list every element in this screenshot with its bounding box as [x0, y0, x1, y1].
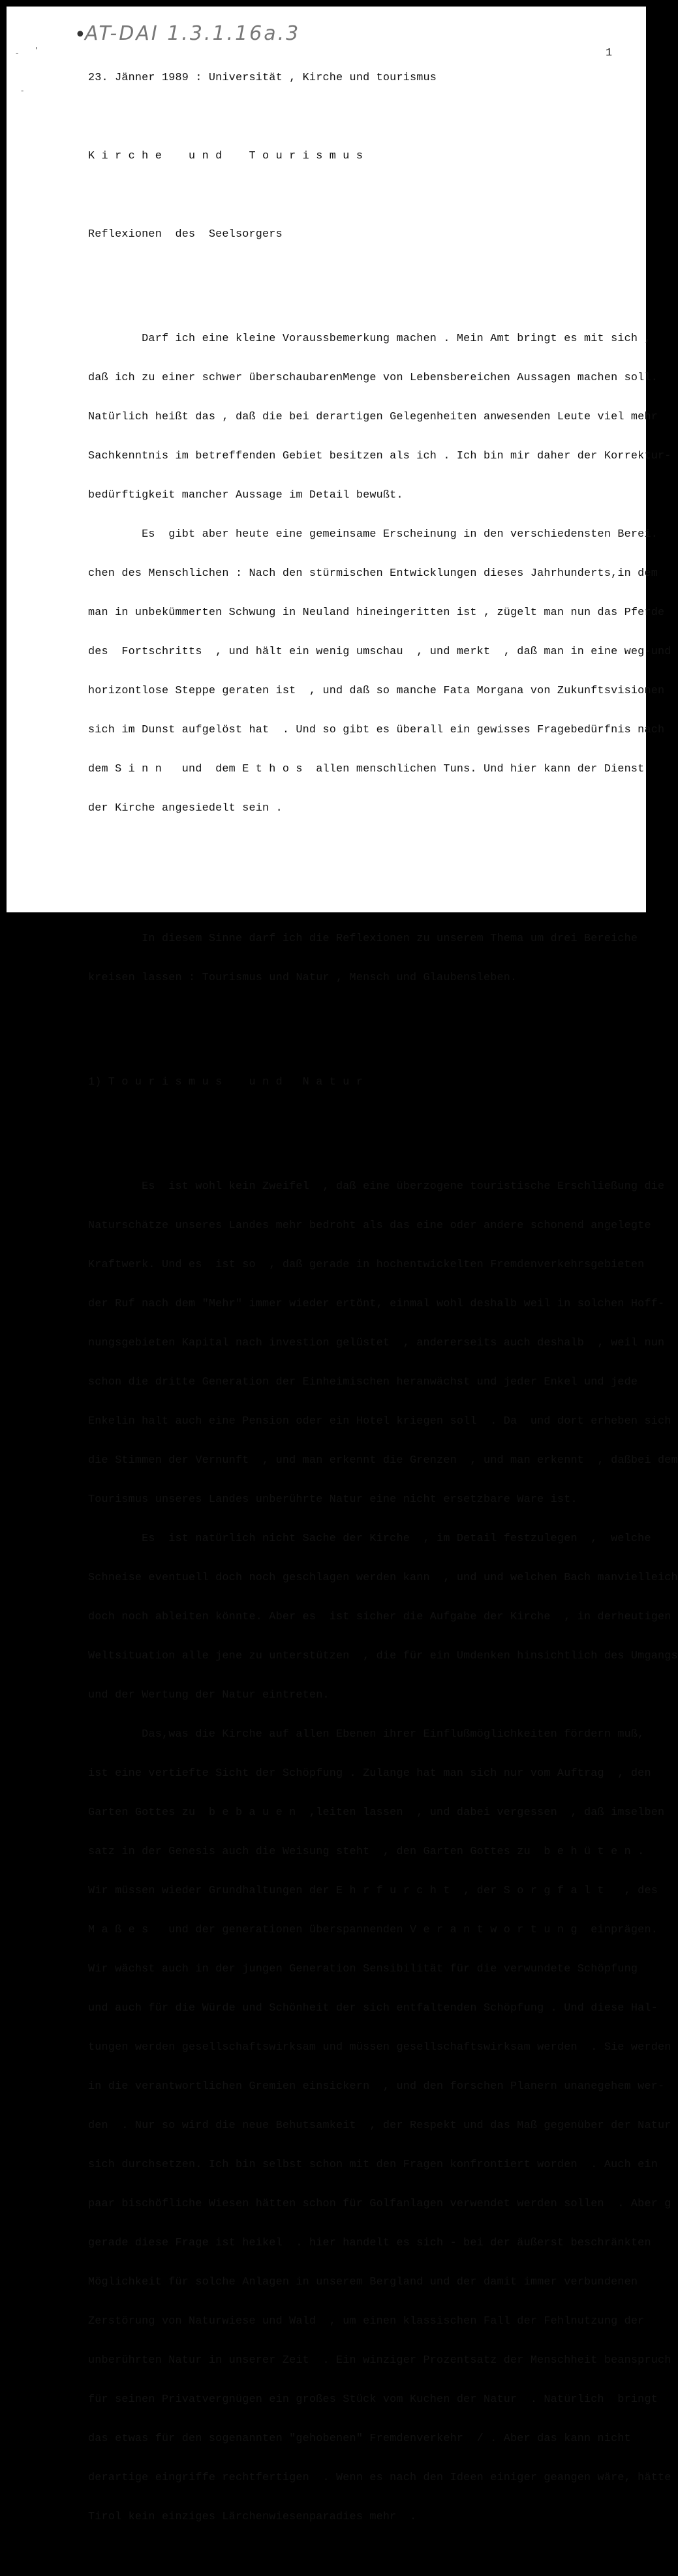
text-line: bedürftigkeit mancher Aussage im Detail bewußt.	[88, 489, 403, 502]
text-line: doch noch ableiten könnte. Aber es ist sicher die Aufgabe der Kirche , in derheutigen	[88, 1611, 671, 1623]
text-line: sich im Dunst aufgelöst hat . Und so gibt es überall ein gewisses Fragebedürfnis nach	[88, 724, 665, 736]
text-line: ist eine vertiefte Sicht der Schöpfung . Zulange hat man sich nur vom Auftrag , den	[88, 1767, 651, 1780]
text-line: paar bischöfliche Wiesen hätten schon für Golfanlagen verwendet werden sollen . Aber g	[88, 2198, 671, 2210]
text-line: Es ist natürlich nicht Sache der Kirche , im Detail festzulegen , welche	[88, 1533, 651, 1545]
text-line: Wir müssen wieder Grundhaltungen der E h r f u r c h t , der S o r g f a l t , des	[88, 1885, 658, 1897]
text-line: des Fortschritts , und hält ein wenig umschau , und merkt , daß man in eine weg-und	[88, 646, 671, 658]
text-line: Naturschätze unseres Landes mehr bedroht als das eine oder andere schonend angelegte	[88, 1220, 651, 1232]
text-line: In diesem Sinne darf ich die Reflexionen zu unserem Thema um drei Bereiche	[88, 933, 638, 945]
text-line: Schneise eventuell doch noch geschlagen werden kann , und und welchen Bach manvielleich	[88, 1572, 678, 1584]
text-line: gerade diese Frage ist heikel . hier handelt es sich - bei der äußerst beschränkten	[88, 2237, 651, 2249]
text-line: nungsgebieten Kapital nach investion gelüstet , andererseits auch deshalb , weil nun	[88, 1337, 665, 1349]
margin-mark: '	[35, 46, 38, 55]
document-body	[88, 46, 678, 2576]
text-line: für seinen Privatvergnügen ein großes Stück vom Kuchen der Natur . Natürlich bringt	[88, 2393, 658, 2406]
text-line: Enkelin halt auch eine Pension oder ein Hotel kriegen soll . Da und dort erheben sich	[88, 1415, 671, 1428]
text-line: Möglichkeit für solche Anlagen in unserem Bergland und der damit immer verbundenen	[88, 2276, 638, 2288]
text-line: schon die dritte Generation der Einheimischen heranwächst und jeder Enkel und jede	[88, 1376, 638, 1388]
text-line: chen des Menschlichen : Nach den stürmischen Entwicklungen dieses Jahrhunderts,in dem	[88, 567, 658, 580]
text-line: das etwas für den sogenannten "gehobenen" Fremdenverkehr / . Aber das kann nicht	[88, 2433, 631, 2445]
document-subtitle: Reflexionen des Seelsorgers	[88, 228, 283, 241]
text-line: Darf ich eine kleine Voraussbemerkung machen . Mein Amt bringt es mit sich ,	[88, 333, 651, 345]
section-heading: 1) T o u r i s m u s u n d N a t u r	[88, 1076, 363, 1088]
text-line: sich durchsetzen. Ich bin selbst schon mit den Fragen konfrontiert worden . Auch ein	[88, 2159, 658, 2171]
text-line: man in unbekümmerten Schwung in Neuland hineingeritten ist , zügelt man nun das Pferde	[88, 607, 665, 619]
text-line: Tourismus unseres Landes unberührte Natur eine nicht ersetzbare Ware ist.	[88, 1493, 578, 1506]
text-line: Es gibt aber heute eine gemeinsame Erscheinung in den verschiedensten Berei.	[88, 528, 658, 541]
document-page	[7, 7, 678, 2523]
text-line: und der Wertung der Natur eintreten.	[88, 1689, 330, 1701]
text-line: unberührten Natur in unserer Zeit . Ein winziger Prozentsatz der Menschheit beanspruch	[88, 2354, 671, 2367]
text-line: Natürlich heißt das , daß die bei derartigen Gelegenheiten anwesenden Leute viel mehr	[88, 411, 658, 423]
intro-section	[88, 307, 671, 841]
text-line: derartige eingriffe rechtfertigen . Wenn es nach den Ideen einiger geangen wäre, hätte	[88, 2472, 671, 2484]
text-line: Sachkenntnis im betreffenden Gebiet besitzen als ich . Ich bin mir daher der Korrektur-	[88, 450, 671, 462]
transition-section	[88, 906, 649, 1011]
text-line: horizontlose Steppe geraten ist , und daß so manche Fata Morgana von Zukunftsvisionen	[88, 685, 665, 697]
text-line: Wir wächst auch in der jungen Generation Sensibilität für die verwundete Schöpfung	[88, 1963, 638, 1975]
archive-signature	[74, 22, 301, 46]
text-line: Es ist wohl kein Zweifel , daß eine überzogene touristische Erschließung die	[88, 1180, 665, 1193]
text-line: und auch für die Würde und Schönheit der sich entfaltenden Schöpfung . Und diese Hal-	[88, 2002, 658, 2014]
text-line: daß ich zu einer schwer überschaubarenMenge von Lebensbereichen Aussagen machen soll.	[88, 372, 658, 384]
margin-mark: -	[16, 48, 19, 57]
text-line: satz in der Genesis auch die Weisung steht , den Garten Gottes zu b e h ü t e n .	[88, 1846, 645, 1858]
text-line: den . Nur so wird die neue Behutsamkeit , der Respekt und das Maß gegenüber der Natur	[88, 2119, 671, 2132]
text-line: die Stimmen der Vernunft , und man erkennt die Grenzen , und man erkennt , daßbei dem	[88, 1454, 678, 1467]
document-title: K i r c h e u n d T o u r i s m u s	[88, 150, 363, 162]
text-line: Das,was die Kirche auf allen Ebenen ihrer Einflußmöglichkeiten fördern muß,	[88, 1728, 645, 1741]
text-line: Zerstörung von Naturwiese und Wald , um einen klassischen Fall der Fehlnutzung der	[88, 2315, 645, 2328]
text-line: kreisen lassen : Tourismus und Natur , Mensch und Glaubensleben.	[88, 972, 517, 984]
margin-mark: -	[21, 86, 24, 95]
text-line: tungen werden gesellschaftswirksam und müssen gesellschaftswirksam werden . Sie werden	[88, 2041, 671, 2054]
section-body	[88, 1154, 678, 2550]
bullet-mark: •	[74, 23, 88, 46]
archive-signature-text: AT-DAI 1.3.1.16a.3	[85, 22, 301, 45]
text-line: Tirol kein einziges Lärchenwiesenparadies mehr .	[88, 2511, 417, 2523]
text-line: in die verantwortlichen Gremien einsickern , und den forschen Planern unanegehem wer-	[88, 2080, 665, 2093]
page-number: 1	[606, 47, 613, 59]
text-line: der Kirche angesiedelt sein .	[88, 802, 283, 815]
header-line: 23. Jänner 1989 : Universität , Kirche und tourismus	[88, 72, 437, 84]
text-line: M a ß e s und der generationen überspannenden V e r a n t w o r t u n g einprägen.	[88, 1924, 658, 1936]
text-line: Kraftwerk. Und es ist so , daß gerade in hochentwickelten Fremdenverkehrsgebieten	[88, 1259, 645, 1271]
text-line: Weltsituation alle jene zu unterstützen , die für ein Umdenken hinsichtlich des Umgangs	[88, 1650, 678, 1662]
text-line: Garten Gottes zu b e b a u e n ,leiten lassen , und dabei vergessen , daß imselben	[88, 1806, 665, 1819]
text-line: dem S i n n und dem E t h o s allen menschlichen Tuns. Und hier kann der Dienst	[88, 763, 645, 775]
text-line: der Ruf nach dem "Mehr" immer wieder ertönt, einmal wohl deshalb weil in solchen Hoff-	[88, 1298, 665, 1310]
